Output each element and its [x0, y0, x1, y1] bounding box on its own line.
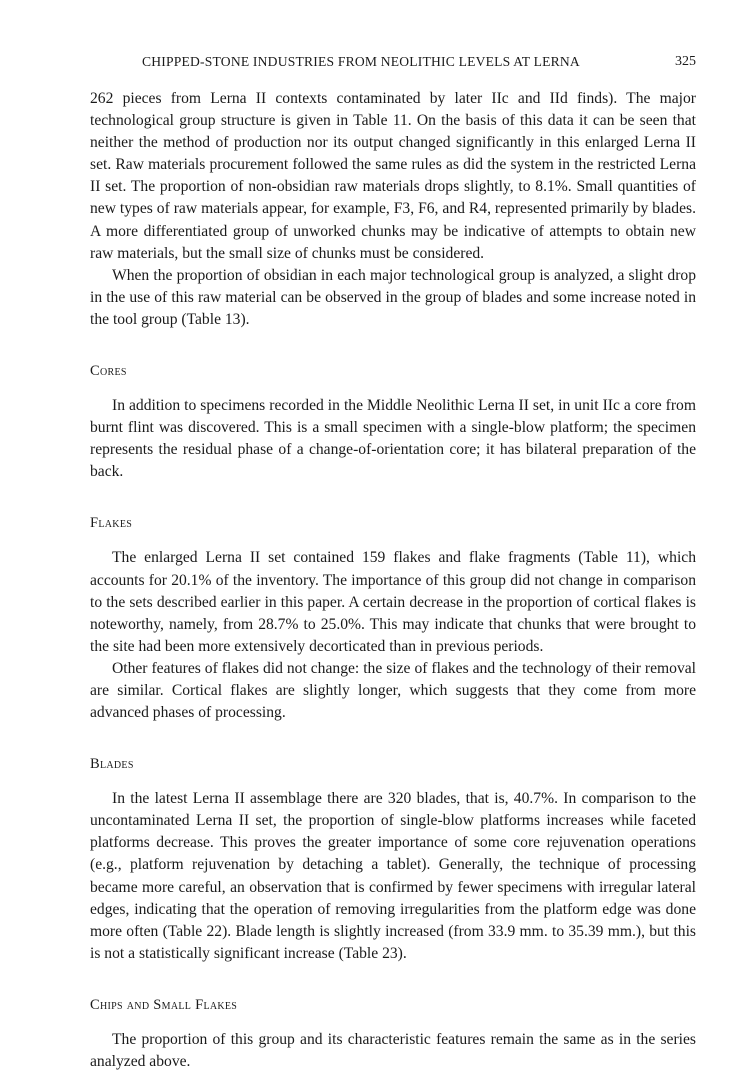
section-heading-flakes: Flakes — [90, 515, 133, 532]
blades-paragraph-1: In the latest Lerna II assemblage there are 320 blades, that is, 40.7%. In comparison to the uncontaminated Lerna II set, the proportion of single-blow platforms increases while faceted platforms decrease. This proves the greater importance of some core rejuvenation operations (e.g., platform rejuvenation by detaching a tablet). Generally, the technique of processing became more careful, an observation that is confirmed by fewer specimens with irregular lateral edges, indicating that the operation of removing irregularities from the platform edge was done more often (Table 22). Blade length is slightly increased (from 33.9 mm. to 35.39 mm.), but this is not a statistically significant increase (Table 23). — [90, 790, 696, 962]
section-heading-chips: Chips and Small Flakes — [90, 996, 238, 1013]
page-number: 325 — [675, 54, 696, 69]
section-heading-blades: Blades — [90, 756, 134, 773]
cores-paragraph-1: In addition to specimens recorded in the Middle Neolithic Lerna II set, in unit IIc a core from burnt flint was discovered. This is a small specimen with a single-blow platform; the specimen represents the residual phase of a change-of-orientation core; it has bilateral preparation of the back. — [90, 397, 696, 481]
chips-paragraph-1: The proportion of this group and its characteristic features remain the same as in the series analyzed above. — [90, 1030, 696, 1070]
flakes-paragraph-1: The enlarged Lerna II set contained 159 flakes and flake fragments (Table 11), which accounts for 20.1% of the inventory. The importance of this group did not change in comparison to the sets described earlier in this paper. A certain decrease in the proportion of cortical flakes is noteworthy, namely, from 28.7% to 25.0%. This may indicate that chunks that were brought to the site had been more extensively decorticated than in previous periods. — [90, 549, 696, 655]
flakes-paragraph-2: Other features of flakes did not change: the size of flakes and the technology of their removal are similar. Cortical flakes are slightly longer, which suggests that they come from more advanced phases of processing. — [90, 659, 696, 722]
section-heading-cores: Cores — [90, 363, 127, 380]
intro-paragraph-2: When the proportion of obsidian in each major technological group is analyzed, a slight drop in the use of this raw material can be observed in the group of blades and some increase noted in the tool group (Table 13). — [90, 266, 696, 328]
body-text — [90, 88, 696, 1073]
running-title: CHIPPED-STONE INDUSTRIES FROM NEOLITHIC LEVELS AT LERNA — [142, 54, 580, 69]
running-header — [90, 54, 696, 76]
intro-paragraph-1: 262 pieces from Lerna II contexts contaminated by later IIc and IId finds). The major technological group structure is given in Table 11. On the basis of this data it can be seen that neither the method of production nor its output changed significantly in this enlarged Lerna II set. Raw materials procurement followed the same rules as did the system in the restricted Lerna II set. The proportion of non-obsidian raw materials drops slightly, to 8.1%. Small quantities of new types of raw materials appear, for example, F3, F6, and R4, represented primarily by blades. A more differentiated group of unworked chunks may be indicative of attempts to obtain new raw materials, but the small size of chunks must be considered. — [90, 90, 696, 262]
